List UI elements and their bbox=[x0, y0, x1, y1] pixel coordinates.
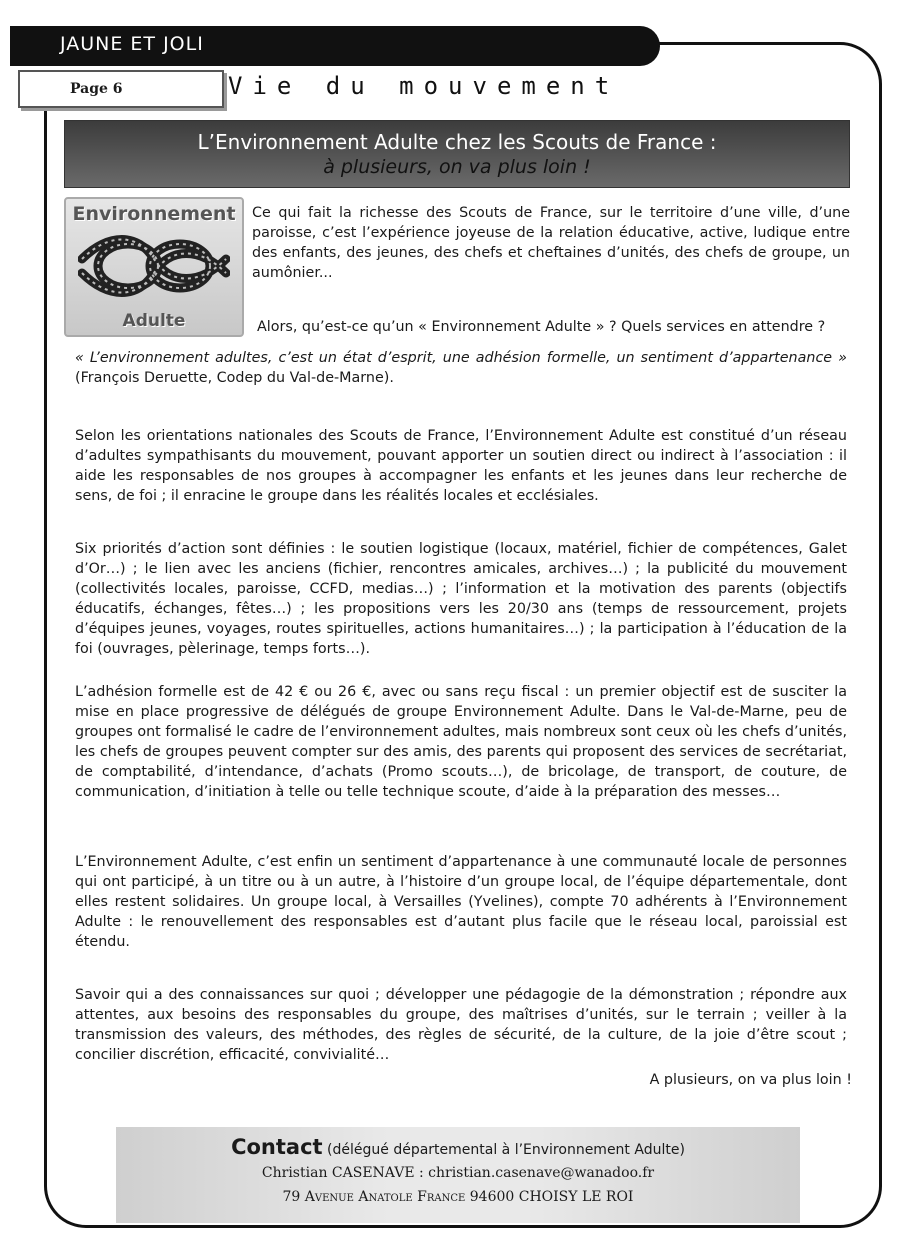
page-number: Page 6 bbox=[70, 81, 123, 97]
question-line: Alors, qu’est-ce qu’un « Environnement Adulte » ? Quels services en attendre ? bbox=[257, 319, 826, 335]
quote-source: (François Deruette, Codep du Val-de-Marne). bbox=[75, 370, 394, 386]
page-number-box bbox=[18, 70, 224, 108]
contact-subheading: (délégué départemental à l’Environnement Adulte) bbox=[322, 1142, 685, 1158]
article-title-bar bbox=[64, 120, 850, 188]
contact-header bbox=[116, 1135, 800, 1159]
paragraph-knowledge: Savoir qui a des connaissances sur quoi ; développer une pédagogie de la démonstration ; répondre aux attentes, aux besoins des responsables du groupe, des maîtrises d’unités, sur le terrain ; veiller à la transmission des valeurs, des méthodes, des règles de sécurité, de la culture, de la joie d’être scout ; concilier discrétion, efficacité, convivialité… bbox=[75, 987, 847, 1063]
section-title: Vie du mouvement bbox=[228, 72, 620, 100]
logo-text-top: Environnement bbox=[72, 203, 236, 225]
contact-heading: Contact bbox=[231, 1135, 323, 1159]
paragraph-orientations: Selon les orientations nationales des Scouts de France, l’Environnement Adulte est constitué d’un réseau d’adultes sympathisants du mouvement, pouvant apporter un soutien direct ou indirect à l’association : il aide les responsables de nos groupes à accompagner les enfants et les jeunes dans leur recherche de sens, de foi ; il enracine le groupe dans les réalités locales et ecclésiales. bbox=[75, 428, 847, 504]
rope-knot-icon bbox=[78, 229, 230, 303]
article-title: L’Environnement Adulte chez les Scouts de France : bbox=[197, 130, 717, 154]
environnement-adulte-logo bbox=[64, 197, 244, 337]
paragraph-membership: L’adhésion formelle est de 42 € ou 26 €, avec ou sans reçu fiscal : un premier objectif est de susciter la mise en place progressive de délégués de groupe Environnement Adulte. Dans le Val-de-Marne, peu de groupes ont formalisé le cadre de l’environnement adultes, mais nombreux sont ceux où les chefs d’unités, les chefs de groupes peuvent compter sur des amis, des parents qui proposent des services de secrétariat, de comptabilité, d’intendance, d’achats (Promo scouts…), de bricolage, de transport, de couture, de communication, d’initiation à telle ou telle technique scoute, d’aide à la préparation des messes… bbox=[75, 684, 847, 800]
contact-name-email: Christian CASENAVE : christian.casenave@wanadoo.fr bbox=[261, 1165, 655, 1181]
quote-paragraph bbox=[75, 348, 847, 388]
publication-title: JAUNE ET JOLI bbox=[60, 33, 204, 55]
article-subtitle: à plusieurs, on va plus loin ! bbox=[323, 156, 591, 178]
paragraph-priorities: Six priorités d’action sont définies : le soutien logistique (locaux, matériel, fichier de compétences, Galet d’Or…) ; le lien avec les anciens (fichier, rencontres amicales, archives…) ; la publicité du mouvement (collectivités locales, paroisse, CCFD, medias…) ; l’information et la motivation des parents (objectifs éducatifs, échanges, fêtes…) ; les propositions vers les 20/30 ans (temps de ressourcement, projets d’équipes jeunes, voyages, routes spirituelles, actions humanitaires…) ; la participation à l’éducation de la foi (ouvrages, pèlerinage, temps forts…). bbox=[75, 541, 847, 657]
contact-address: 79 Avenue Anatole France 94600 CHOISY LE ROI bbox=[282, 1189, 634, 1205]
intro-paragraph: Ce qui fait la richesse des Scouts de France, sur le territoire d’une ville, d’une paroisse, c’est l’expérience joyeuse de la relation éducative, active, ludique entre des enfants, des jeunes, des chefs et cheftaines d’unités, des chefs de groupe, un aumônier... bbox=[252, 205, 850, 281]
publication-banner bbox=[10, 26, 660, 66]
paragraph-belonging: L’Environnement Adulte, c’est enfin un sentiment d’appartenance à une communauté locale de personnes qui ont participé, à un titre ou à un autre, à l’histoire d’un groupe local, de l’équipe départementale, dont elles restent solidaires. Un groupe local, à Versailles (Yvelines), compte 70 adhérents à l’Environnement Adulte : le renouvellement des responsables est d’autant plus facile que le réseau local, paroissial est étendu. bbox=[75, 854, 847, 950]
contact-box bbox=[116, 1127, 800, 1223]
quote-text: « L’environnement adultes, c’est un état d’esprit, une adhésion formelle, un sentiment d’appartenance » bbox=[75, 350, 847, 366]
logo-text-bottom: Adulte bbox=[122, 311, 186, 331]
closing-line: A plusieurs, on va plus loin ! bbox=[649, 1072, 852, 1088]
